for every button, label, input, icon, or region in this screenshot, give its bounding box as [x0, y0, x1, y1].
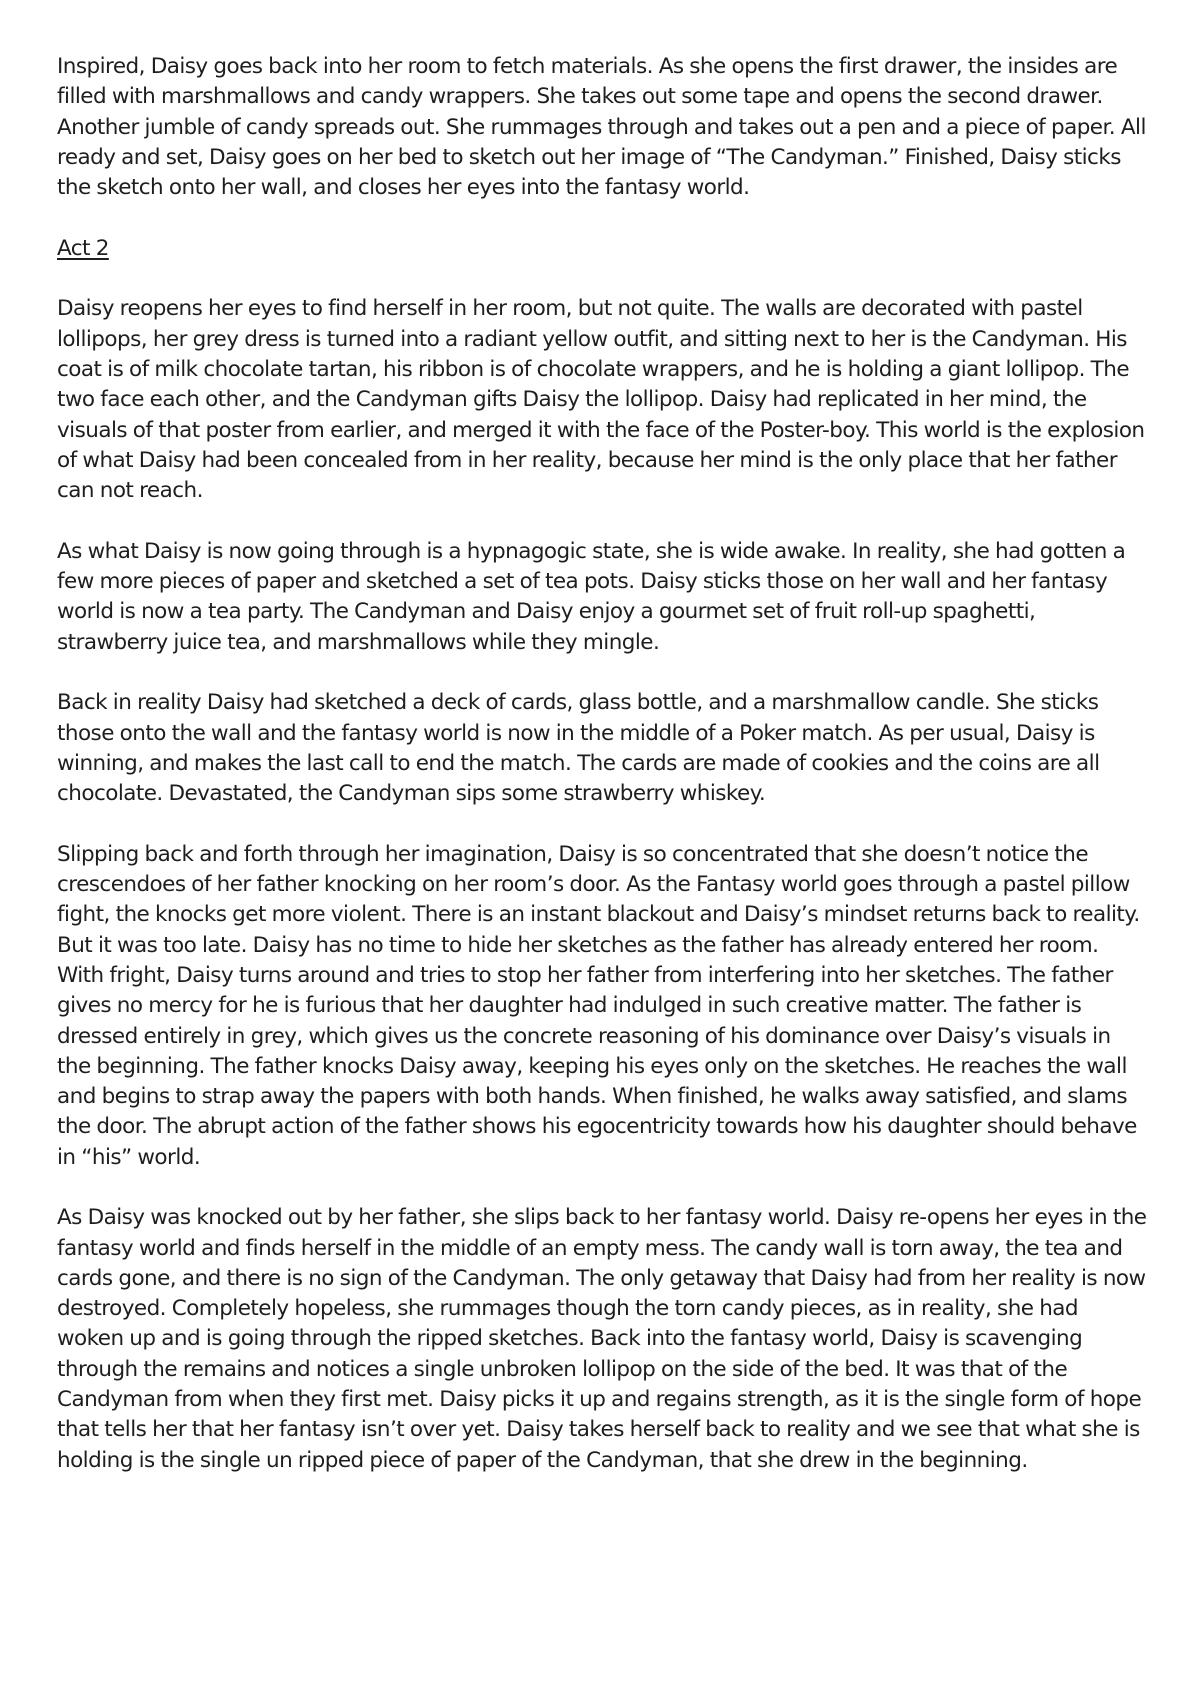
paragraph-father-enters: Slipping back and forth through her imagination, Daisy is so concentrated that she doesn’t notice the crescendoes of her father knocking on her room’s door. As the Fantasy world goes through a pastel pillow fight, the knocks get more violent. There is an instant blackout and Daisy’s mindset returns back to reality. But it was too late. Daisy has no time to hide her sketches as the father has already entered her room. With fright, Daisy turns around and tries to stop her father from interfering into her sketches. The father gives no mercy for he is furious that her daughter had indulged in such creative matter. The father is dressed entirely in grey, which gives us the concrete reasoning of his dominance over Daisy’s visuals in the beginning. The father knocks Daisy away, keeping his eyes only on the sketches. He reaches the wall and begins to strap away the papers with both hands. When finished, he walks away satisfied, and slams the door. The abrupt action of the father shows his egocentricity towards how his daughter should behave in “his” world. [57, 841, 1140, 1170]
paragraph-tea-party: As what Daisy is now going through is a hypnagogic state, she is wide awake. In reality, she had gotten a few more pieces of paper and sketched a set of tea pots. Daisy sticks those on her wall and her fantasy world is now a tea party. The Candyman and Daisy enjoy a gourmet set of fruit roll-up spaghetti, strawberry juice tea, and marshmallows while they mingle. [57, 538, 1126, 655]
paragraph-candyman-world: Daisy reopens her eyes to find herself in her room, but not quite. The walls are decorated with pastel lollipops, her grey dress is turned into a radiant yellow outfit, and sitting next to her is the Candyman. His coat is of milk chocolate tartan, his ribbon is of chocolate wrappers, and he is holding a giant lollipop. The two face each other, and the Candyman gifts Daisy the lollipop. Daisy had replicated in her mind, the visuals of that poster from earlier, and merged it with the face of the Poster-boy. This world is the explosion of what Daisy had been concealed from in her reality, because her mind is the only place that her father can not reach. [57, 296, 1145, 504]
document-page [57, 52, 1147, 1506]
paragraph-poker-match: Back in reality Daisy had sketched a deck of cards, glass bottle, and a marshmallow candle. She sticks those onto the wall and the fantasy world is now in the middle of a Poker match. As per usual, Daisy is winning, and makes the last call to end the match. The cards are made of cookies and the coins are all chocolate. Devastated, the Candyman sips some strawberry whiskey. [57, 690, 1100, 807]
paragraph-intro: Inspired, Daisy goes back into her room to fetch materials. As she opens the first drawer, the insides are filled with marshmallows and candy wrappers. She takes out some tape and opens the second drawer. Another jumble of candy spreads out. She rummages through and takes out a pen and a piece of paper. All ready and set, Daisy goes on her bed to sketch out her image of “The Candyman.” Finished, Daisy sticks the sketch onto her wall, and closes her eyes into the fantasy world. [57, 54, 1146, 201]
paragraph-empty-mess: As Daisy was knocked out by her father, she slips back to her fantasy world. Daisy re-opens her eyes in the fantasy world and finds herself in the middle of an empty mess. The candy wall is torn away, the tea and cards gone, and there is no sign of the Candyman. The only getaway that Daisy had from her reality is now destroyed. Completely hopeless, she rummages though the torn candy pieces, as in reality, she had woken up and is going through the ripped sketches. Back into the fantasy world, Daisy is scavenging through the remains and notices a single unbroken lollipop on the side of the bed. It was that of the Candyman from when they first met. Daisy picks it up and regains strength, as it is the single form of hope that tells her that her fantasy isn’t over yet. Daisy takes herself back to reality and we see that what she is holding is the single un ripped piece of paper of the Candyman, that she drew in the beginning. [57, 1205, 1147, 1473]
section-heading-act-2: Act 2 [57, 235, 109, 261]
